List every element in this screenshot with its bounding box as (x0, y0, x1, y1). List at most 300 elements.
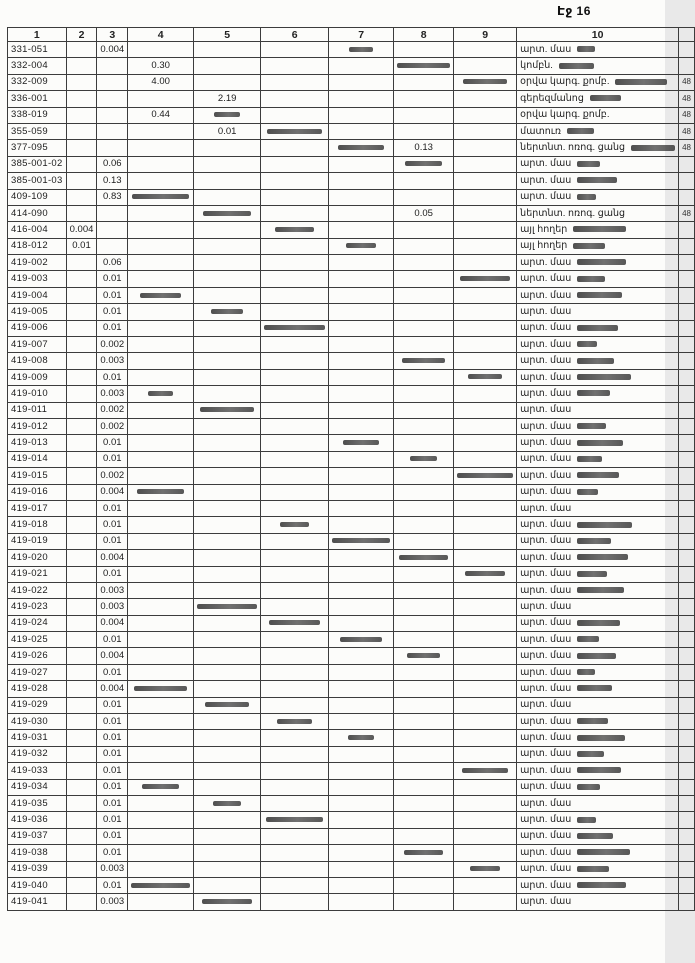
code-text: 331-051 (11, 43, 48, 55)
value-cell (261, 632, 329, 648)
value-text: 0.13 (414, 142, 433, 154)
scan-artifact (410, 456, 437, 461)
value-cell (194, 320, 261, 336)
scan-artifact (573, 243, 605, 249)
scan-artifact (463, 79, 507, 84)
category-cell (517, 369, 679, 385)
value-cell (261, 320, 329, 336)
margin-note (679, 812, 695, 828)
value-cell (261, 451, 329, 467)
value-cell (329, 615, 394, 631)
scan-artifact (577, 161, 600, 167)
value-cell (128, 533, 194, 549)
value-cell (454, 779, 517, 795)
value-text: 0.01 (103, 666, 122, 678)
margin-note (679, 894, 695, 910)
value-cell (261, 369, 329, 385)
category-text: արտ. մաս (520, 256, 572, 268)
value-cell (194, 140, 261, 156)
value-cell (128, 91, 194, 107)
value-cell (329, 271, 394, 287)
value-cell (66, 386, 97, 402)
value-cell (128, 435, 194, 451)
category-cell (517, 517, 679, 533)
scan-artifact (577, 554, 628, 560)
category-text: արտ. մաս (520, 682, 572, 694)
category-text: արտ. մաս (520, 863, 572, 875)
value-cell (97, 517, 128, 533)
value-text: 0.01 (103, 879, 122, 891)
value-cell (128, 238, 194, 254)
value-cell (329, 730, 394, 746)
table-row (8, 353, 695, 369)
value-cell (394, 877, 454, 893)
code-text: 419-019 (11, 535, 48, 547)
value-cell (329, 435, 394, 451)
value-text: 0.01 (103, 699, 122, 711)
value-cell (66, 74, 97, 90)
value-cell (97, 402, 128, 418)
value-cell (261, 681, 329, 697)
scan-artifact (577, 882, 626, 888)
value-cell (66, 681, 97, 697)
code-text: 419-018 (11, 519, 48, 531)
value-cell (454, 615, 517, 631)
value-cell (329, 484, 394, 500)
value-cell (194, 697, 261, 713)
code-text: 385-001-03 (11, 174, 63, 186)
category-cell (517, 468, 679, 484)
scan-artifact (269, 620, 320, 625)
value-text: 0.003 (100, 600, 125, 612)
value-cell (97, 271, 128, 287)
category-text: արտ. մաս (520, 404, 572, 416)
scan-artifact (332, 538, 390, 543)
value-cell (97, 599, 128, 615)
value-cell (97, 238, 128, 254)
scan-artifact (577, 620, 620, 626)
margin-note: 48 (679, 91, 695, 107)
value-cell (128, 451, 194, 467)
table-row (8, 845, 695, 861)
value-cell (394, 369, 454, 385)
value-text: 4.00 (151, 76, 170, 88)
value-cell (454, 222, 517, 238)
value-cell (194, 533, 261, 549)
value-cell (66, 418, 97, 434)
value-cell (329, 451, 394, 467)
value-text: 0.01 (103, 289, 122, 301)
value-cell (329, 664, 394, 680)
value-cell (394, 582, 454, 598)
value-cell (128, 58, 194, 74)
value-cell (66, 238, 97, 254)
category-text: արտ. մաս (520, 453, 572, 465)
value-cell (194, 435, 261, 451)
value-cell (194, 763, 261, 779)
scan-artifact (200, 407, 254, 412)
value-cell (261, 845, 329, 861)
value-cell (394, 615, 454, 631)
value-cell (97, 845, 128, 861)
value-cell (261, 894, 329, 910)
value-cell (329, 140, 394, 156)
value-cell (97, 418, 128, 434)
value-cell (97, 468, 128, 484)
value-cell (261, 664, 329, 680)
column-header-9: 9 (454, 28, 517, 42)
code-cell (8, 337, 67, 353)
value-cell (329, 42, 394, 58)
category-cell (517, 763, 679, 779)
value-cell (66, 173, 97, 189)
value-cell (329, 107, 394, 123)
value-cell (261, 500, 329, 516)
value-text: 0.002 (100, 338, 125, 350)
value-cell (329, 632, 394, 648)
category-text: գերեզմանոց (520, 92, 584, 104)
scan-artifact (577, 636, 599, 642)
value-cell (454, 107, 517, 123)
value-cell (454, 320, 517, 336)
value-cell (454, 566, 517, 582)
value-cell (128, 287, 194, 303)
value-text: 0.30 (151, 60, 170, 72)
value-cell (194, 746, 261, 762)
value-cell (66, 107, 97, 123)
value-cell (97, 123, 128, 139)
code-text: 355-059 (11, 125, 48, 137)
code-cell (8, 123, 67, 139)
table-row (8, 107, 695, 123)
column-header-4: 4 (128, 28, 194, 42)
value-cell (97, 795, 128, 811)
value-text: 2.19 (217, 92, 237, 104)
value-cell (261, 648, 329, 664)
value-cell (394, 123, 454, 139)
value-cell (329, 648, 394, 664)
value-cell (454, 156, 517, 172)
category-text: կոմբն. (520, 60, 553, 72)
value-cell (394, 861, 454, 877)
value-cell (329, 714, 394, 730)
value-cell (128, 320, 194, 336)
value-cell (329, 205, 394, 221)
value-text: 0.004 (100, 617, 125, 629)
code-cell (8, 681, 67, 697)
category-cell (517, 615, 679, 631)
value-cell (454, 287, 517, 303)
value-cell (194, 287, 261, 303)
code-text: 419-026 (11, 650, 48, 662)
code-cell (8, 107, 67, 123)
value-cell (261, 795, 329, 811)
category-text: ներտնտ. ոռոգ. ցանց (520, 142, 626, 154)
value-cell (394, 91, 454, 107)
value-cell (329, 58, 394, 74)
value-cell (261, 58, 329, 74)
value-cell (394, 156, 454, 172)
scan-artifact (577, 423, 606, 429)
scan-artifact (214, 112, 240, 117)
value-cell (66, 451, 97, 467)
scan-artifact (577, 456, 602, 462)
code-cell (8, 304, 67, 320)
code-text: 419-022 (11, 584, 48, 596)
value-cell (194, 714, 261, 730)
category-text: արտ. մաս (520, 617, 572, 629)
code-cell (8, 550, 67, 566)
value-cell (194, 550, 261, 566)
scan-artifact (577, 685, 612, 691)
value-cell (261, 91, 329, 107)
category-cell (517, 681, 679, 697)
value-cell (66, 271, 97, 287)
value-cell (454, 255, 517, 271)
value-cell (329, 845, 394, 861)
code-text: 419-003 (11, 273, 48, 285)
category-cell (517, 304, 679, 320)
value-cell (128, 42, 194, 58)
value-cell (394, 58, 454, 74)
category-cell (517, 582, 679, 598)
value-cell (128, 566, 194, 582)
category-text: արտ. մաս (520, 437, 572, 449)
value-cell (261, 828, 329, 844)
code-text: 419-008 (11, 355, 48, 367)
category-text: արտ. մաս (520, 305, 572, 317)
code-cell (8, 812, 67, 828)
value-cell (97, 664, 128, 680)
value-text: 0.01 (103, 732, 122, 744)
category-text: արտ. մաս (520, 371, 572, 383)
value-text: 0.01 (217, 125, 237, 137)
value-cell (66, 697, 97, 713)
table-header (8, 28, 695, 42)
table-row (8, 173, 695, 189)
value-cell (97, 746, 128, 762)
category-cell (517, 845, 679, 861)
value-cell (261, 730, 329, 746)
code-cell (8, 861, 67, 877)
category-text: արտ. մաս (520, 699, 572, 711)
scan-artifact (264, 325, 325, 330)
value-cell (261, 746, 329, 762)
code-text: 414-090 (11, 207, 48, 219)
value-cell (261, 337, 329, 353)
margin-note (679, 255, 695, 271)
value-cell (261, 74, 329, 90)
value-text: 0.06 (103, 256, 122, 268)
table-row (8, 337, 695, 353)
value-text: 0.003 (100, 896, 125, 907)
scan-artifact (577, 735, 625, 741)
category-cell (517, 484, 679, 500)
code-cell (8, 418, 67, 434)
value-cell (454, 746, 517, 762)
code-cell (8, 287, 67, 303)
value-cell (128, 173, 194, 189)
table-row (8, 222, 695, 238)
value-cell (454, 418, 517, 434)
table-row (8, 435, 695, 451)
code-text: 419-012 (11, 420, 48, 432)
scan-artifact (577, 390, 610, 396)
value-text: 0.003 (100, 387, 125, 399)
value-text: 0.003 (100, 355, 125, 367)
value-cell (454, 763, 517, 779)
value-cell (128, 648, 194, 664)
value-cell (394, 632, 454, 648)
margin-note (679, 599, 695, 615)
value-cell (194, 386, 261, 402)
table-row (8, 468, 695, 484)
scan-artifact (577, 653, 616, 659)
value-cell (261, 468, 329, 484)
code-text: 419-013 (11, 437, 48, 449)
category-cell (517, 812, 679, 828)
value-text: 0.002 (100, 404, 125, 416)
margin-note (679, 484, 695, 500)
value-cell (97, 681, 128, 697)
value-cell (394, 599, 454, 615)
margin-note (679, 222, 695, 238)
code-text: 419-027 (11, 666, 48, 678)
margin-note (679, 386, 695, 402)
value-cell (66, 304, 97, 320)
value-cell (97, 582, 128, 598)
value-cell (394, 779, 454, 795)
value-cell (261, 812, 329, 828)
value-cell (454, 189, 517, 205)
column-header-5: 5 (194, 28, 261, 42)
value-cell (394, 828, 454, 844)
value-cell (128, 812, 194, 828)
margin-note (679, 468, 695, 484)
margin-spacer (679, 28, 695, 42)
code-cell (8, 353, 67, 369)
value-text: 0.01 (103, 633, 122, 645)
value-cell (66, 746, 97, 762)
value-cell (394, 189, 454, 205)
margin-note: 48 (679, 205, 695, 221)
value-cell (97, 763, 128, 779)
value-cell (329, 681, 394, 697)
value-cell (329, 386, 394, 402)
value-cell (66, 320, 97, 336)
scan-artifact (577, 866, 609, 872)
code-text: 419-031 (11, 732, 48, 744)
code-text: 419-023 (11, 600, 48, 612)
value-cell (329, 74, 394, 90)
code-text: 419-028 (11, 682, 48, 694)
value-cell (128, 615, 194, 631)
value-cell (97, 812, 128, 828)
table-row (8, 386, 695, 402)
value-cell (329, 402, 394, 418)
margin-note: 48 (679, 123, 695, 139)
scan-artifact (577, 817, 596, 823)
value-cell (66, 435, 97, 451)
value-cell (66, 632, 97, 648)
category-cell (517, 74, 679, 90)
value-cell (454, 861, 517, 877)
value-cell (128, 271, 194, 287)
table-row (8, 238, 695, 254)
table-row (8, 205, 695, 221)
scan-artifact (203, 211, 251, 216)
value-cell (261, 189, 329, 205)
code-cell (8, 648, 67, 664)
value-cell (394, 238, 454, 254)
value-cell (329, 304, 394, 320)
column-header-7: 7 (329, 28, 394, 42)
table-row (8, 730, 695, 746)
table-row (8, 123, 695, 139)
value-cell (329, 550, 394, 566)
code-text: 338-019 (11, 109, 48, 121)
table-row (8, 255, 695, 271)
code-text: 419-025 (11, 633, 48, 645)
table-row (8, 861, 695, 877)
value-cell (128, 484, 194, 500)
code-text: 419-035 (11, 797, 48, 809)
category-cell (517, 173, 679, 189)
margin-note (679, 632, 695, 648)
table-row (8, 402, 695, 418)
code-cell (8, 746, 67, 762)
scan-artifact (197, 604, 257, 609)
category-cell (517, 386, 679, 402)
scan-artifact (460, 276, 510, 281)
value-cell (128, 337, 194, 353)
scan-artifact (340, 637, 382, 642)
code-cell (8, 763, 67, 779)
scan-artifact (573, 226, 626, 232)
category-cell (517, 337, 679, 353)
value-cell (194, 156, 261, 172)
value-cell (66, 779, 97, 795)
value-text: 0.01 (103, 846, 122, 858)
category-text: արտ. մաս (520, 420, 572, 432)
code-cell (8, 156, 67, 172)
category-text: արտ. մաս (520, 830, 572, 842)
value-cell (194, 517, 261, 533)
value-text: 0.05 (414, 207, 433, 219)
category-cell (517, 189, 679, 205)
code-cell (8, 828, 67, 844)
category-text: արտ. մաս (520, 519, 572, 531)
value-cell (454, 664, 517, 680)
value-cell (394, 714, 454, 730)
code-text: 419-040 (11, 879, 48, 891)
value-cell (97, 320, 128, 336)
value-text: 0.004 (69, 223, 94, 235)
value-cell (394, 107, 454, 123)
category-text: արտ. մաս (520, 600, 572, 612)
scan-artifact (346, 243, 376, 248)
category-text: ներտնտ. ոռոգ. ցանց (520, 207, 626, 219)
value-cell (194, 894, 261, 910)
value-cell (128, 894, 194, 910)
value-cell (97, 189, 128, 205)
code-text: 419-039 (11, 863, 48, 875)
scan-artifact (457, 473, 513, 478)
value-cell (454, 828, 517, 844)
value-cell (97, 222, 128, 238)
code-text: 419-032 (11, 748, 48, 760)
code-text: 419-015 (11, 469, 48, 481)
